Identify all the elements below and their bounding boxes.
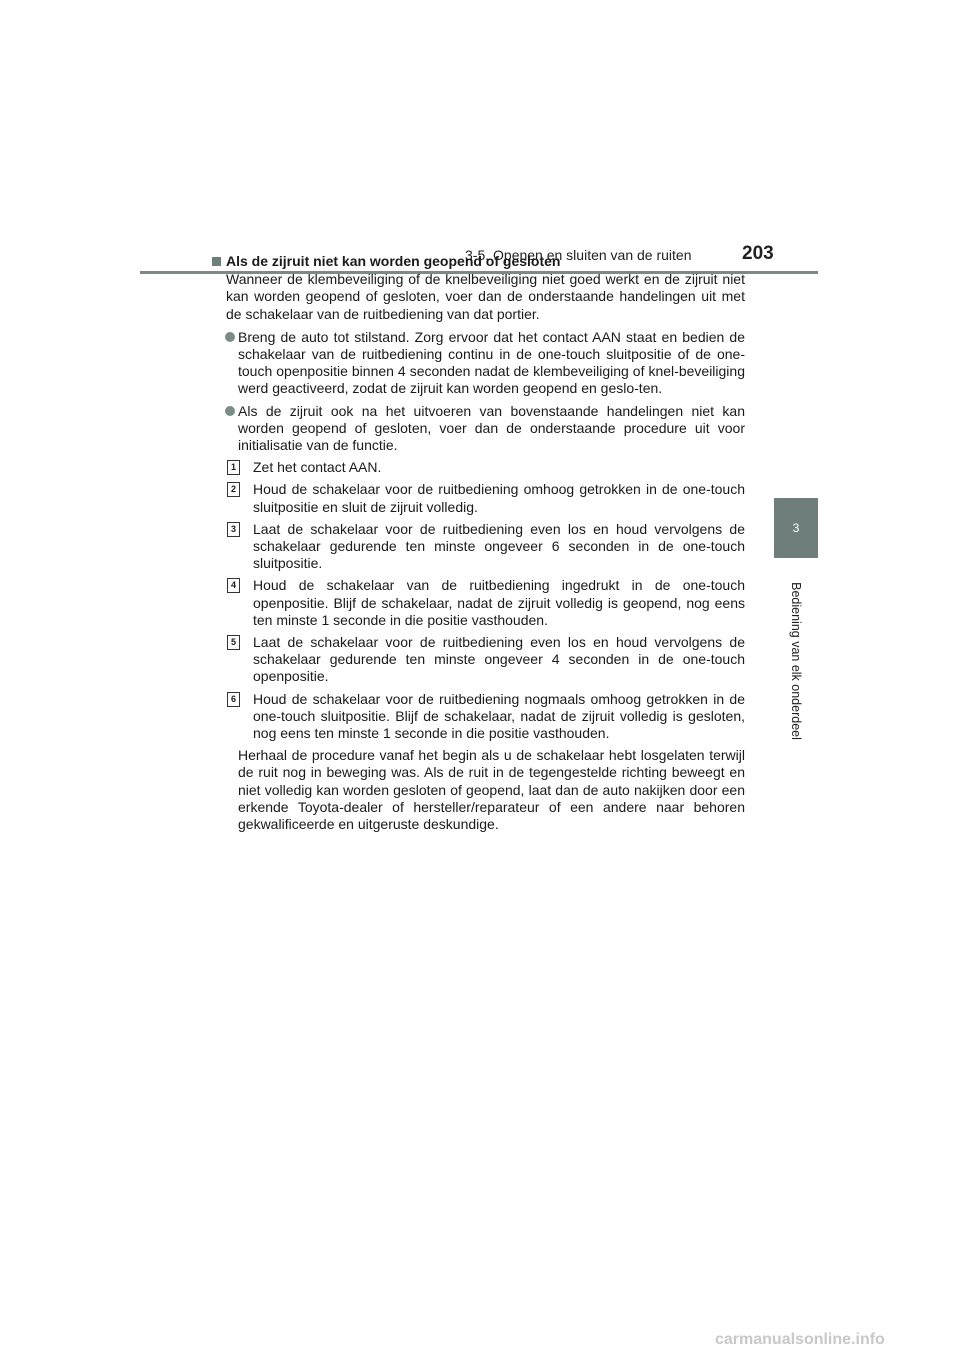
chapter-tab: [774, 498, 818, 558]
step-number: 6: [227, 692, 240, 707]
bullet-item: [238, 403, 745, 455]
chapter-label-container: [783, 566, 809, 756]
step-item: [230, 577, 745, 629]
circle-bullet-icon: [225, 332, 235, 342]
chapter-number: 3: [792, 521, 800, 535]
step-text: Houd de schakelaar van de ruitbediening ingedrukt in de one-touch openpositie. Blijf de schakelaar, nadat de zijruit volledig is geopend, nog eens ten minste 1 seconde in die positie vasthouden.: [253, 577, 745, 628]
intro-paragraph: Wanneer de klembeveiliging of de knelbeveiliging niet goed werkt en de zijruit niet kan worden geopend of gesloten, voer dan de onderstaande handelingen uit met de schakelaar van de ruitbediening van dat portier.: [226, 271, 745, 322]
step-number: 1: [227, 460, 240, 475]
bullet-text: Breng de auto tot stilstand. Zorg ervoor dat het contact AAN staat en bedien de schakelaar van de ruitbediening continu in de one-touch sluitpositie of de one-touch openpositie binnen 4 seconden nadat de klembeveiliging of knel-beveiliging werd geactiveerd, zodat de zijruit kan worden geopend en geslo-ten.: [238, 328, 745, 397]
square-bullet-icon: [212, 257, 221, 266]
bullet-text: Als de zijruit ook na het uitvoeren van bovenstaande handelingen niet kan worden geopend of gesloten, voer dan de onderstaande procedure uit voor initialisatie van de functie.: [238, 402, 745, 454]
section-title: 3-5. Openen en sluiten van de ruiten: [465, 247, 692, 263]
step-text: Houd de schakelaar voor de ruitbediening omhoog getrokken in de one-touch sluitpositie en sluit de zijruit volledig.: [253, 481, 745, 515]
closing-paragraph: Herhaal de procedure vanaf het begin als u de schakelaar hebt losgelaten terwijl de ruit nog in beweging was. Als de ruit in de tegengestelde richting beweegt en niet volledig kan worden gesloten of geopend, laat dan de auto nakijken door een erkende Toyota-dealer of hersteller/reparateur of een andere naar behoren gekwalificeerde en uitgeruste deskundige.: [238, 747, 745, 833]
step-text: Laat de schakelaar voor de ruitbediening even los en houd vervolgens de schakelaar gedurende ten minste ongeveer 6 seconden in de one-touch sluitpositie.: [253, 520, 745, 572]
heading-text: Als de zijruit niet kan worden geopend of gesloten: [226, 253, 561, 269]
bullet-item: [238, 329, 745, 398]
page-number: 203: [742, 243, 774, 264]
step-number: 3: [227, 522, 240, 537]
chapter-title: Bediening van elk onderdeel: [789, 582, 803, 740]
main-content: [212, 253, 745, 833]
step-item: [230, 520, 745, 573]
step-number: 4: [227, 578, 240, 593]
circle-bullet-icon: [225, 406, 235, 416]
step-number: 5: [227, 635, 240, 650]
step-text: Laat de schakelaar voor de ruitbediening even los en houd vervolgens de schakelaar gedurende ten minste ongeveer 4 seconden in de one-touch openpositie.: [253, 634, 745, 685]
step-text: Zet het contact AAN.: [253, 459, 382, 476]
step-number: 2: [227, 482, 240, 497]
watermark-logo: carmanualsonline.info: [715, 1331, 885, 1348]
step-item: [230, 481, 745, 515]
step-item: [230, 690, 745, 743]
step-item: [230, 634, 745, 686]
step-text: Houd de schakelaar voor de ruitbediening nogmaals omhoog getrokken in de one-touch sluitpositie. Blijf de schakelaar, nadat de zijruit volledig is gesloten, nog eens ten minste 1 seconde in die positie vasthouden.: [253, 690, 745, 742]
section-heading: [212, 253, 745, 270]
step-item: [230, 459, 745, 476]
